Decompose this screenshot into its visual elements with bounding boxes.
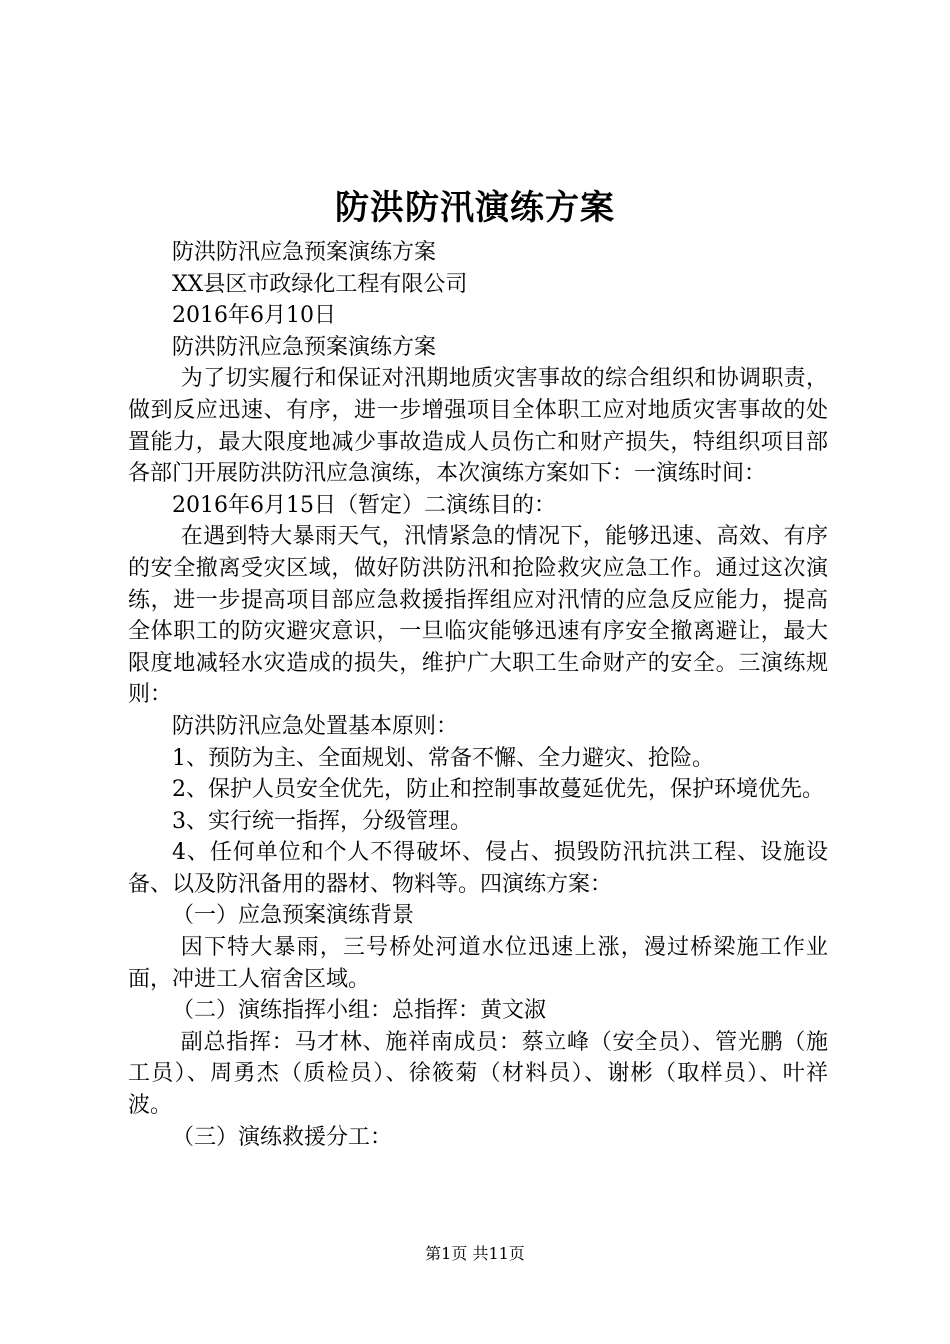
paragraph: 防洪防汛应急处置基本原则： [172,713,459,739]
paragraph: 1、预防为主、全面规划、常备不懈、全力避灾、抢险。 [172,745,714,771]
paragraph: 在遇到特大暴雨天气，汛情紧急的情况下，能够迅速、高效、有序的安全撤离受灾区域，做好防洪防汛和抢险救灾应急工作。通过这次演练，进一步提高项目部应急救援指挥组应对汛情的应急反应能力，提高全体职工的防灾避灾意识，一旦临灾能够迅速有序安全撤离避让，最大限度地减轻水灾造成的损失，维护广大职工生命财产的安全。三演练规则： [128,524,828,708]
paragraph: （一）应急预案演练背景 [172,903,415,929]
document-title: 防洪防汛演练方案 [335,188,615,228]
paragraph: （三）演练救援分工： [172,1124,393,1150]
paragraph: 因下特大暴雨，三号桥处河道水位迅速上涨，漫过桥梁施工作业面，冲进工人宿舍区域。 [128,935,828,992]
paragraph: 2、保护人员安全优先，防止和控制事故蔓延优先，保护环境优先。 [172,777,824,803]
paragraph: 副总指挥：马才林、施祥南成员：蔡立峰（安全员）、管光鹏（施工员）、周勇杰（质检员）、徐筱菊（材料员）、谢彬（取样员）、叶祥波。 [128,1029,828,1119]
paragraph: 4、任何单位和个人不得破坏、侵占、损毁防汛抗洪工程、设施设备、以及防汛备用的器材、物料等。四演练方案： [128,840,828,897]
paragraph: 2016年6月10日 [172,303,336,329]
paragraph: 2016年6月15日（暂定）二演练目的： [172,492,556,518]
paragraph: 防洪防汛应急预案演练方案 [172,334,437,360]
paragraph: XX县区市政绿化工程有限公司 [172,271,468,297]
page-number-footer: 第1页 共11页 [425,1244,525,1263]
paragraph: 防洪防汛应急预案演练方案 [172,240,437,265]
paragraph: 3、实行统一指挥，分级管理。 [172,808,472,834]
document-body [128,237,828,1153]
paragraph: （二）演练指挥小组：总指挥：黄文淑 [172,998,547,1024]
paragraph: 为了切实履行和保证对汛期地质灾害事故的综合组织和协调职责，做到反应迅速、有序，进一步增强项目全体职工应对地质灾害事故的处置能力，最大限度地减少事故造成人员伤亡和财产损失，特组织项目部各部门开展防洪防汛应急演练，本次演练方案如下：一演练时间： [128,366,828,487]
